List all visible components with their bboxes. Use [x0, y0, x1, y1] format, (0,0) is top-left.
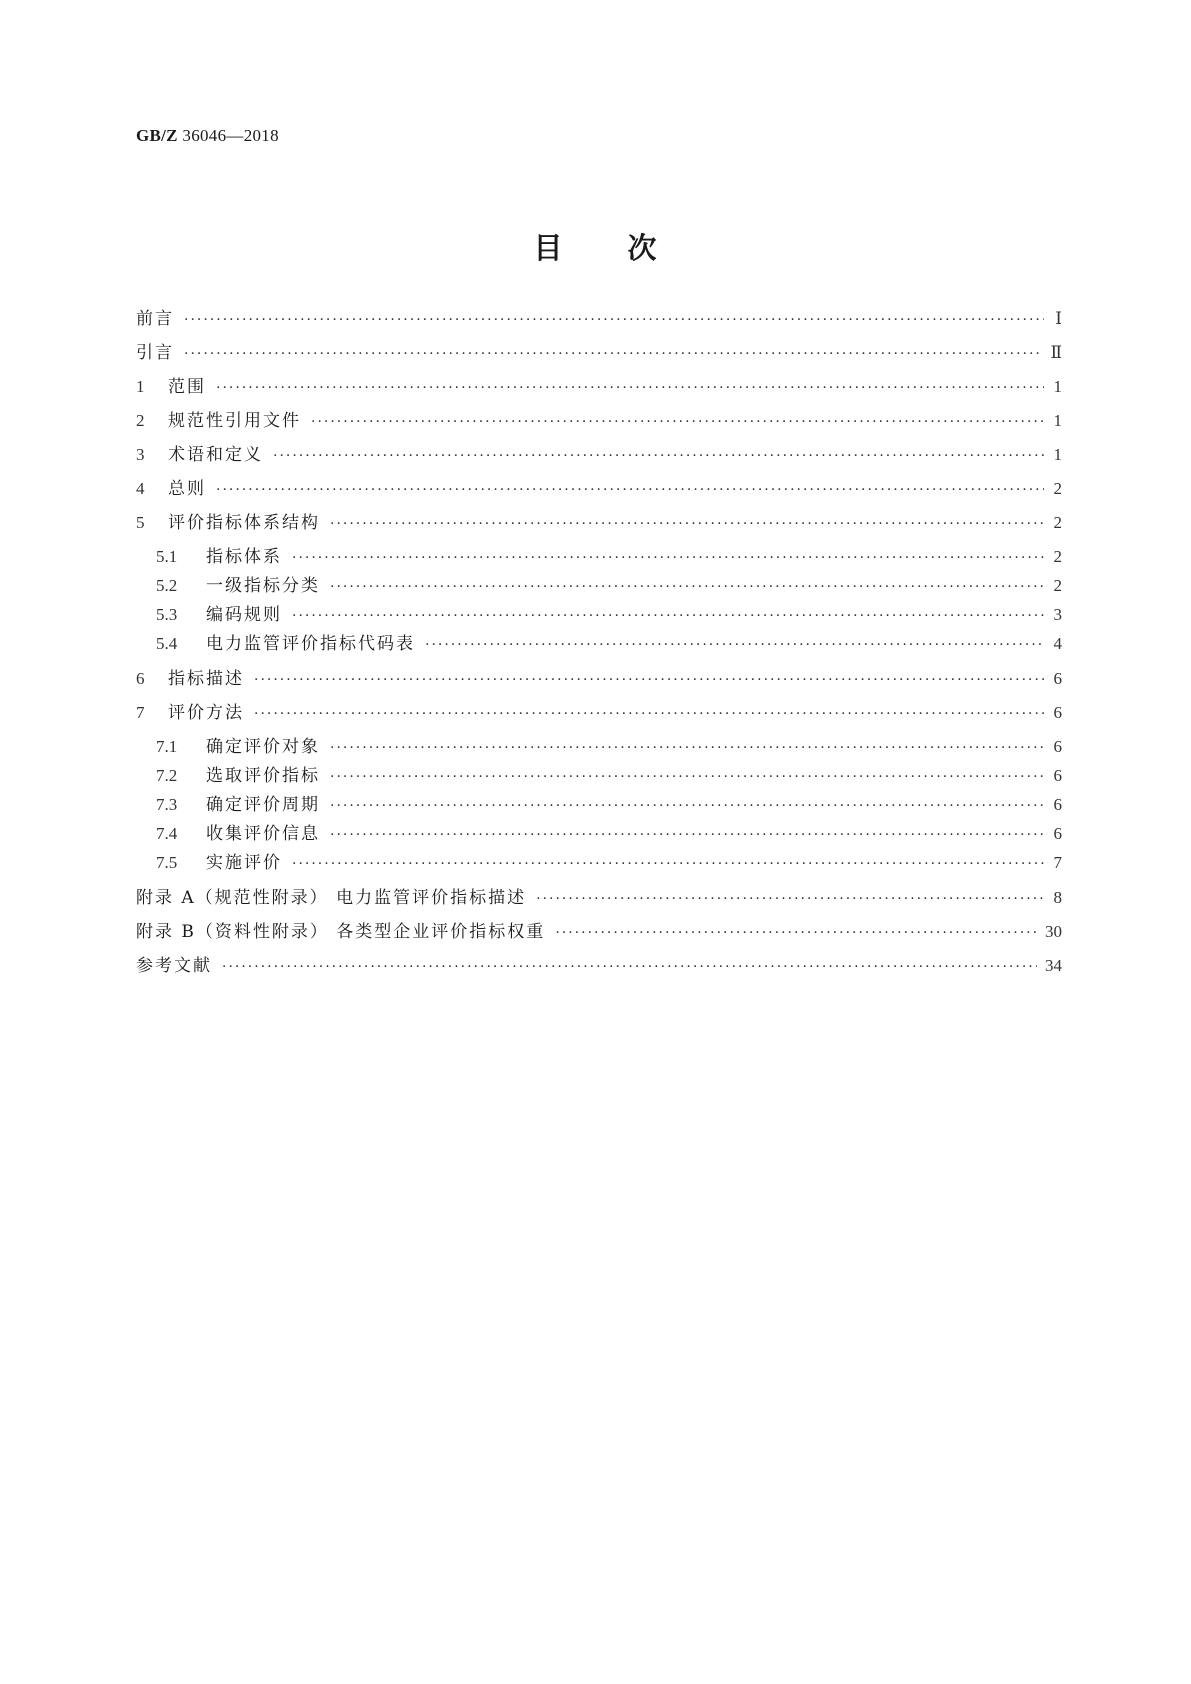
toc-entry-page: 6 — [1053, 766, 1062, 785]
toc-dot-leader — [425, 633, 1044, 657]
toc-entry[interactable] — [156, 603, 1062, 627]
toc-entry[interactable] — [136, 954, 1062, 978]
toc-entry-label: 规范性引用文件 — [168, 411, 301, 431]
toc-entry[interactable] — [156, 822, 1062, 846]
toc-entry-number: 3 — [136, 445, 145, 464]
toc-entry-label: 参考文献 — [136, 956, 212, 976]
toc-entry-label: 一级指标分类 — [206, 576, 320, 596]
toc-dot-leader — [273, 444, 1044, 468]
toc-entry-number: 2 — [136, 411, 145, 430]
toc-entry-page: 1 — [1053, 377, 1062, 396]
toc-entry-page: 2 — [1053, 576, 1062, 595]
toc-entry-label: 确定评价周期 — [206, 795, 320, 815]
toc-entry[interactable] — [136, 477, 1062, 501]
toc-entry-label: 确定评价对象 — [206, 737, 320, 757]
toc-entry[interactable] — [136, 886, 1062, 910]
toc-dot-leader — [184, 308, 1044, 332]
toc-entry-label: 评价方法 — [168, 703, 244, 723]
toc-dot-leader — [292, 604, 1044, 628]
toc-entry-page: 6 — [1053, 703, 1062, 722]
toc-dot-leader — [330, 512, 1044, 536]
toc-entry-page: 1 — [1053, 445, 1062, 464]
toc-entry-number: 5.1 — [156, 547, 178, 566]
toc-entry-label: 电力监管评价指标代码表 — [206, 634, 415, 654]
toc-entry-page: Ⅱ — [1050, 343, 1062, 362]
toc-entry-label: 总则 — [168, 479, 206, 499]
toc-entry-number: 1 — [136, 377, 145, 396]
toc-entry-number: 7.2 — [156, 766, 178, 785]
toc-dot-leader — [292, 546, 1044, 570]
toc-entry-page: 8 — [1053, 888, 1062, 907]
toc-entry-number: 5.4 — [156, 634, 178, 653]
toc-dot-leader — [330, 765, 1044, 789]
toc-entry-number: 5.3 — [156, 605, 178, 624]
toc-entry[interactable] — [156, 793, 1062, 817]
toc-entry-label: 引言 — [136, 343, 174, 363]
toc-entry[interactable] — [136, 443, 1062, 467]
toc-entry-number: 5 — [136, 513, 145, 532]
toc-dot-leader — [536, 887, 1044, 911]
toc-entry-page: 2 — [1053, 547, 1062, 566]
toc-entry-label: 评价指标体系结构 — [168, 513, 320, 533]
page-title-char-1: 目 — [533, 231, 564, 265]
toc-dot-leader — [330, 794, 1044, 818]
toc-entry-page: 6 — [1053, 737, 1062, 756]
toc-entry-number: 7.4 — [156, 824, 178, 843]
toc-dot-leader — [330, 823, 1044, 847]
toc-entry-label: 指标描述 — [168, 669, 244, 689]
toc-entry[interactable] — [136, 307, 1062, 331]
toc-entry[interactable] — [136, 511, 1062, 535]
toc-entry-number: 7.3 — [156, 795, 178, 814]
toc-entry-page: 4 — [1053, 634, 1062, 653]
toc-entry-page: 30 — [1045, 922, 1062, 941]
toc-dot-leader — [222, 955, 1037, 979]
toc-dot-leader — [216, 376, 1044, 400]
toc-entry-label: 附录 B（资料性附录） 各类型企业评价指标权重 — [136, 922, 546, 942]
toc-entry-page: 6 — [1053, 824, 1062, 843]
document-code-number: 36046—2018 — [182, 126, 279, 145]
toc-entry-page: 6 — [1053, 795, 1062, 814]
toc-entry[interactable] — [156, 545, 1062, 569]
toc-entry-number: 6 — [136, 669, 145, 688]
toc-entry[interactable] — [156, 735, 1062, 759]
toc-entry[interactable] — [136, 341, 1062, 365]
toc-dot-leader — [184, 342, 1042, 366]
toc-entry-number: 5.2 — [156, 576, 178, 595]
toc-entry[interactable] — [156, 574, 1062, 598]
toc-dot-leader — [330, 575, 1044, 599]
toc-entry-label: 范围 — [168, 377, 206, 397]
toc-entry-label: 前言 — [136, 309, 174, 329]
toc-dot-leader — [216, 478, 1044, 502]
document-code — [136, 126, 279, 146]
toc-entry-label: 附录 A（规范性附录） 电力监管评价指标描述 — [136, 888, 527, 908]
toc-entry-number: 4 — [136, 479, 145, 498]
toc-dot-leader — [311, 410, 1044, 434]
toc-entry-page: 3 — [1053, 605, 1062, 624]
page-title — [0, 226, 1191, 267]
toc-entry-number: 7.5 — [156, 853, 178, 872]
toc-entry-label: 术语和定义 — [168, 445, 263, 465]
toc-entry-number: 7.1 — [156, 737, 178, 756]
toc-entry-page: 34 — [1045, 956, 1062, 975]
toc-entry-page: 6 — [1053, 669, 1062, 688]
page-title-char-2: 次 — [627, 231, 658, 265]
toc-entry-number: 7 — [136, 703, 145, 722]
toc-entry[interactable] — [136, 667, 1062, 691]
toc-entry[interactable] — [156, 764, 1062, 788]
toc-entry-page: 7 — [1053, 853, 1062, 872]
toc-entry[interactable] — [156, 632, 1062, 656]
toc-entry-label: 收集评价信息 — [206, 824, 320, 844]
toc-entry-page: 1 — [1053, 411, 1062, 430]
toc-entry[interactable] — [156, 851, 1062, 875]
toc-dot-leader — [330, 736, 1044, 760]
toc-entry-label: 指标体系 — [206, 547, 282, 567]
toc-entry-label: 实施评价 — [206, 853, 282, 873]
toc-dot-leader — [555, 921, 1037, 945]
toc-dot-leader — [292, 852, 1044, 876]
toc-entry[interactable] — [136, 701, 1062, 725]
toc-entry-page: Ⅰ — [1055, 309, 1062, 328]
toc-dot-leader — [254, 702, 1044, 726]
toc-entry-label: 选取评价指标 — [206, 766, 320, 786]
toc-entry-label: 编码规则 — [206, 605, 282, 625]
toc-entry[interactable] — [136, 375, 1062, 399]
toc-entry[interactable] — [136, 920, 1062, 944]
toc-entry-page: 2 — [1053, 479, 1062, 498]
toc-dot-leader — [254, 668, 1044, 692]
toc-entry-page: 2 — [1053, 513, 1062, 532]
document-code-prefix: GB/Z — [136, 126, 178, 145]
toc-entry[interactable] — [136, 409, 1062, 433]
